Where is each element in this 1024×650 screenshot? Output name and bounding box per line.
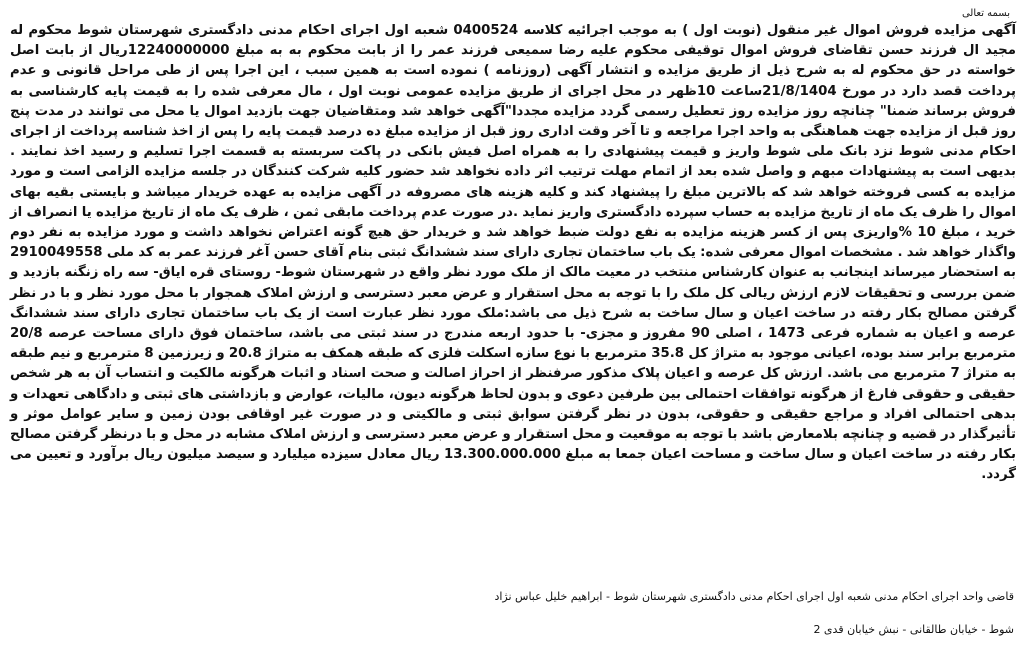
judge-signature-line: قاضی واحد اجرای احکام مدنی شعبه اول اجرای احکام مدنی دادگستری شهرستان شوط - ابراهیم خلیل عباس نژاد <box>494 590 1014 603</box>
notice-body-text: آگهی مزایده فروش اموال غیر منقول (نوبت اول ) به موجب اجرائیه کلاسه 0400524 شعبه اول اجرای احکام مدنی دادگستری شهرستان شوط محکوم له مجید ال فرزند حسن تقاضای فروش اموال توقیفی محکوم علیه رضا سمیعی فرزند عمر را از بابت محکوم به به مبلغ 12240000000ریال از بابت اصل خواسته در حق محکوم له به شرح ذیل از طریق مزایده و انتشار آگهی (روزنامه ) نموده است به همین سبب ، این اجرا پس از طی مراحل قانونی و عدم پرداخت قصد دارد در مورخ 21/8/1404ساعت 10ظهر در محل اجرای از طریق مزایده عمومی نوبت اول ، مال معرفی شده را به قیمت پایه کارشناسی به فروش برساند ضمنا" چنانچه روز مزایده روز تعطیل رسمی گردد مزایده مجددا"آگهی خواهد شد ومتقاضیان جهت بازدید اموال یا محل می توانند در مدت پنج روز قبل از مزایده جهت هماهنگی به واحد اجرا مراجعه و تا آخر وقت اداری روز قبل از مزایده مبلغ ده درصد قیمت پایه را پس از اخذ شناسه پرداخت از اجرای احکام مدنی شوط نزد بانک ملی شوط واریز و قیمت پیشنهادی را به همراه اصل فیش بانکی در پاکت سربسته به قسمت اجرا تسلیم و رسید اخذ نمایند . بدیهی است به پیشنهادات مبهم و واصل شده بعد از اتمام مهلت ترتیب اثر داده نخواهد شد حضور کلیه شرکت کنندگان در جلسه مزایده الزامی است و مورد مزایده به کسی فروخته خواهد شد که بالاترین مبلغ را پیشنهاد کند و کلیه هزینه های مصروفه در آگهی مزایده به عهده خریدار میباشد و بایستی بقیه بهای اموال را ظرف یک ماه از تاریخ مزایده به حساب سپرده دادگستری واریز نماید .در صورت عدم پرداخت مابقی ثمن ، ظرف یک ماه از تاریخ مزایده یا انصراف از خرید ، مبلغ 10 %واریزی پس از کسر هزینه مزایده به نفع دولت ضبط خواهد شد و خریدار حق هیچ گونه اعتراض نخواهد داشت و مورد مزایده به نفر دوم واگذار خواهد شد . مشخصات اموال معرفی شده: یک باب ساختمان تجاری دارای سند ششدانگ ثبتی بنام آقای حسن آغر فرزند عمر به کد ملی 2910049558 به استحضار میرساند اینجانب به عنوان کارشناس منتخب در معیت مالک از ملک مورد نظر واقع در شهرستان شوط- روستای قره ایاق- سه راه زنگنه بازدید و ضمن بررسی و تحقیقات لازم ارزش ریالی کل ملک را با توجه به محل استقرار و عرض معبر دسترسی و ارزش املاک همجوار با محل مورد نظر و با در نظر گرفتن مصالح بکار رفته در ساخت اعیان و سال ساخت به شرح ذیل می باشد:ملک مورد نظر عبارت است از یک باب ساختمان تجاری دارای سند ششدانگ عرصه و اعیان به شماره فرعی 1473 ، اصلی 90 مفروز و مجزی- با حدود اربعه مندرج در سند ثبتی می باشد، ساختمان فوق دارای مساحت عرصه 20/8 مترمربع برابر سند بوده، اعیانی موجود به متراژ کل 35.8 مترمربع با نوع سازه اسکلت فلزی که طبقه همکف به متراژ 20.8 و زیرزمین 8 مترمربع و نیم طبقه به متراژ 7 مترمربع می باشد. ارزش کل عرصه و اعیان پلاک مذکور صرفنظر از احراز اصالت و صحت اسناد و اثبات هرگونه مالکیت و انتساب آن به هر شخص حقیقی و حقوقی فارغ از هرگونه توافقات احتمالی بین طرفین دعوی و بدون لحاظ هرگونه دیون، مالیات، عوارض و بازداشتی های ثبتی و دادگاهی تعهدات و بدهی احتمالی افراد و مراجع حقیقی و حقوقی، بدون در نظر گرفتن سوابق ثبتی و مالکیتی و در صورت غیر اوقافی بودن زمین و سایر عوامل موثر و تأثیرگذار در قضیه و چنانچه بلامعارض باشد با توجه به موقعیت و محل استقرار و عرض معبر دسترسی و ارزش املاک مشابه در محل و با درنظر گرفتن مصالح بکار رفته در ساخت اعیان و سال ساخت و مساحت اعیان جمعا به مبلغ 13.300.000.000 ریال معادل سیزده میلیارد و سیصد میلیون ریال برآورد و تعیین می گردد. <box>10 23 1017 483</box>
invocation-heading: بسمه تعالی <box>961 8 1010 19</box>
office-address: شوط - خیابان طالقانی - نبش خیابان قدی 2 <box>813 623 1014 636</box>
